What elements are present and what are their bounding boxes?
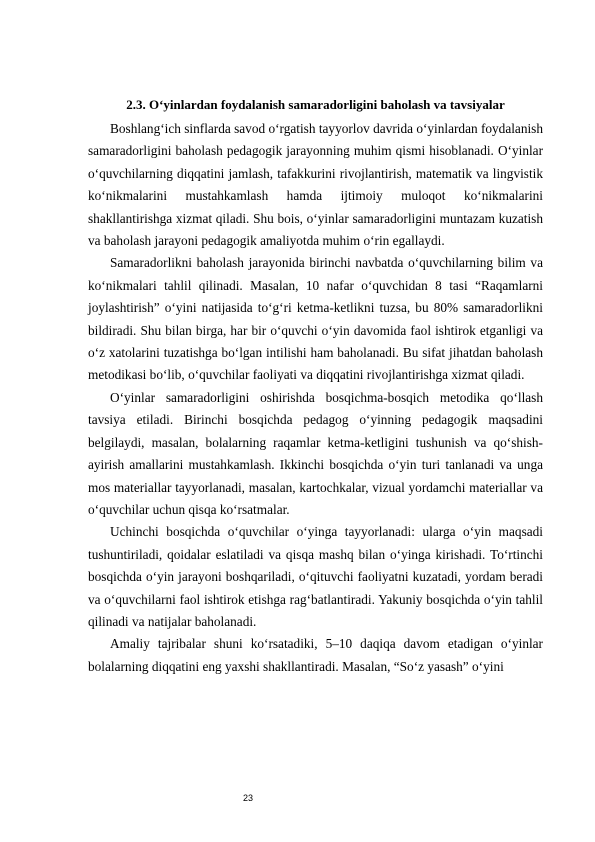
section-heading: 2.3. O‘yinlardan foydalanish samaradorligini baholash va tavsiyalar [126,97,505,112]
paragraph: Samaradorlikni baholash jarayonida birinchi navbatda o‘quvchilarning bilim va ko‘nikmalari tahlil qilinadi. Masalan, 10 nafar o‘quvchidan 8 tasi “Raqamlarni joylashtirish” o‘yini natijasida to‘g‘ri ketma-ketlikni tuzsa, bu 80% samaradorlikni bildiradi. Shu bilan birga, har bir o‘quvchi o‘yin davomida faol ishtirok etganligi va o‘z xatolarini tuzatishga bo‘lgan intilishi ham baholanadi. Bu sifat jihatdan baholash metodikasi bo‘lib, o‘quvchilar faoliyati va diqqatini rivojlantirishga xizmat qiladi. [88,255,543,383]
paragraph: Boshlang‘ich sinflarda savod o‘rgatish tayyorlov davrida o‘yinlardan foydalanish samaradorligini baholash pedagogik jarayonning muhim qismi hisoblanadi. O‘yinlar o‘quvchilarning diqqatini jamlash, tafakkurini rivojlantirish, matematik va lingvistik ko‘nikmalarini mustahkamlash hamda ijtimoiy muloqot ko‘nikmalarini shakllantirishga xizmat qiladi. Shu bois, o‘yinlar samaradorligini muntazam kuzatish va baholash jarayoni pedagogik amaliyotda muhim o‘rin egallaydi. [88,121,543,249]
paragraph: Uchinchi bosqichda o‘quvchilar o‘yinga tayyorlanadi: ularga o‘yin maqsadi tushuntiriladi, qoidalar eslatiladi va qisqa mashq bilan o‘yinga kirishadi. To‘rtinchi bosqichda o‘yin jarayoni boshqariladi, o‘qituvchi faoliyatni kuzatadi, yordam beradi va o‘quvchilarni faol ishtirok etishga rag‘batlantiradi. Yakuniy bosqichda o‘yin tahlil qilinadi va natijalar baholanadi. [88,524,543,629]
page-number: 23 [243,793,254,803]
body-text [88,118,543,678]
paragraph: O‘yinlar samaradorligini oshirishda bosqichma-bosqich metodika qo‘llash tavsiya etiladi. Birinchi bosqichda pedagog o‘yinning pedagogik maqsadini belgilaydi, masalan, bolalarning raqamlar ketma-ketligini tushunish va qo‘shish-ayirish amallarini mustahkamlash. Ikkinchi bosqichda o‘yin turi tanlanadi va unga mos materiallar tayyorlanadi, masalan, kartochkalar, vizual yordamchi materiallar va o‘quvchilar uchun qisqa ko‘rsatmalar. [88,389,543,517]
paragraph: Amaliy tajribalar shuni ko‘rsatadiki, 5–10 daqiqa davom etadigan o‘yinlar bolalarning diqqatini eng yaxshi shakllantiradi. Masalan, “So‘z yasash” o‘yini [88,636,543,674]
